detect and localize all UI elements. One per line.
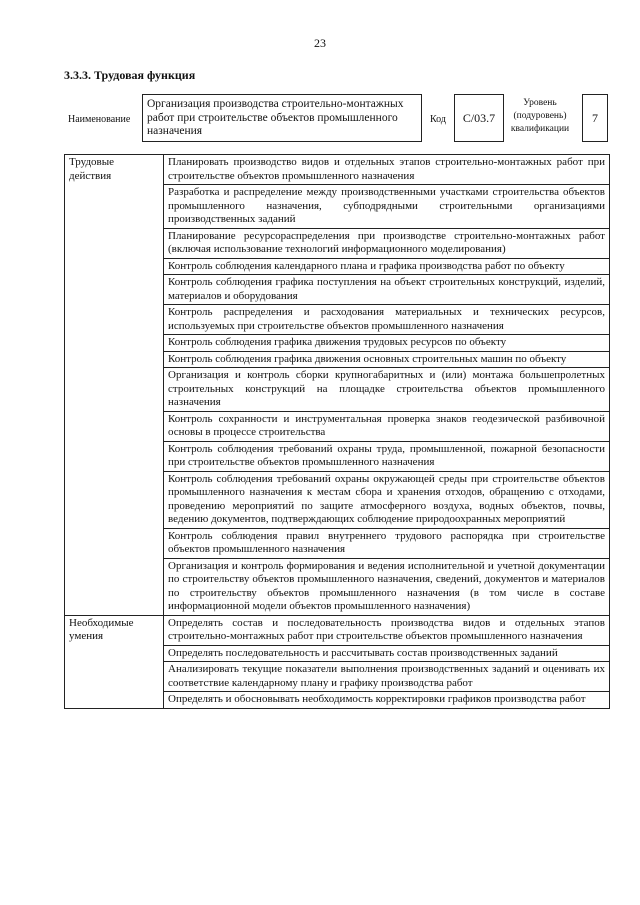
labor-action-row-text: Контроль соблюдения требований охраны окружающей среды при строительстве объектов промышленного назначения к местам сбора и хранения отходов, обращению с отходами, проведению мероприятий по защите атмосферного воздуха, водных объектов, почвы, ведению документов, подтверждающих соблюдение природоохранных мероприятий bbox=[164, 471, 610, 528]
labor-function-table bbox=[64, 154, 610, 709]
labor-actions-label-line: Трудовые bbox=[69, 156, 115, 168]
code-label: Код bbox=[430, 114, 446, 125]
required-skill-row-text: Определять и обосновывать необходимость корректировки графиков производства работ bbox=[164, 692, 610, 709]
function-code: C/03.7 bbox=[454, 94, 504, 142]
labor-action-row bbox=[65, 155, 610, 185]
section-title: 3.3.3. Трудовая функция bbox=[64, 68, 196, 82]
labor-action-row-text: Контроль соблюдения правил внутреннего трудового распорядка при строительстве объектов промышленного назначения bbox=[164, 528, 610, 558]
labor-action-row-text: Контроль соблюдения графика поступления на объект строительных конструкций, изделий, материалов и оборудования bbox=[164, 275, 610, 305]
required-skills-label bbox=[65, 615, 164, 708]
labor-action-row-text: Контроль сохранности и инструментальная проверка знаков геодезической разбивочной основы в процессе строительства bbox=[164, 411, 610, 441]
labor-action-row-text: Контроль соблюдения требований охраны труда, промышленной, пожарной безопасности при строительстве объектов промышленного назначения bbox=[164, 441, 610, 471]
required-skills-label-line: Необходимые bbox=[69, 616, 134, 629]
required-skills-label-line: умения bbox=[69, 630, 104, 642]
labor-action-row-text: Контроль соблюдения графика движения основных строительных машин по объекту bbox=[164, 351, 610, 368]
required-skill-row-text: Анализировать текущие показатели выполнения производственных заданий и оценивать их соответствие календарному плану и графику производства работ bbox=[164, 662, 610, 692]
level-label-line: Уровень bbox=[523, 98, 557, 108]
labor-action-row-text: Контроль распределения и расходования материальных и технических ресурсов, используемых при строительстве объектов промышленного назначения bbox=[164, 305, 610, 335]
labor-action-row-text: Контроль соблюдения графика движения трудовых ресурсов по объекту bbox=[164, 335, 610, 352]
level-label-line: квалификации bbox=[510, 124, 570, 134]
name-label: Наименование bbox=[68, 114, 131, 125]
level-label-line: (подуровень) bbox=[513, 111, 567, 121]
labor-actions-label-line: действия bbox=[69, 169, 112, 182]
labor-action-row-text: Контроль соблюдения календарного плана и графика производства работ по объекту bbox=[164, 258, 610, 275]
labor-action-row-text: Разработка и распределение между производственными участками строительства объектов промышленного назначения, субподрядными строительными организациями производственных заданий bbox=[164, 185, 610, 229]
labor-action-row-text: Организация и контроль сборки крупногабаритных и (или) монтажа большепролетных строительных конструкций на площадке строительства объектов промышленного назначения bbox=[164, 368, 610, 412]
page-number: 23 bbox=[314, 36, 326, 50]
labor-action-row-text: Организация и контроль формирования и ведения исполнительной и учетной документации по строительству объектов промышленного назначения, сведений, документов и материалов по строительству объектов промышленного назначения (в том числе в составе информационной модели объектов промышленного назначения) bbox=[164, 558, 610, 615]
function-name: Организация производства строительно-монтажных работ при строительстве объектов промышленного назначения bbox=[142, 94, 422, 142]
labor-action-row-text: Планирование ресурсораспределения при производстве строительно-монтажных работ (включая использование технологий информационного моделирования) bbox=[164, 228, 610, 258]
required-skill-row-text: Определять состав и последовательность производства видов и отдельных этапов строительно-монтажных работ при строительстве объектов промышленного назначения bbox=[164, 615, 610, 645]
qualification-level: 7 bbox=[582, 94, 608, 142]
labor-action-row-text: Планировать производство видов и отдельных этапов строительно-монтажных работ при строительстве объектов промышленного назначения bbox=[164, 155, 610, 185]
qualification-level-label bbox=[504, 97, 576, 136]
required-skill-row bbox=[65, 615, 610, 645]
labor-actions-label bbox=[65, 155, 164, 616]
required-skill-row-text: Определять последовательность и рассчитывать состав производственных заданий bbox=[164, 645, 610, 662]
